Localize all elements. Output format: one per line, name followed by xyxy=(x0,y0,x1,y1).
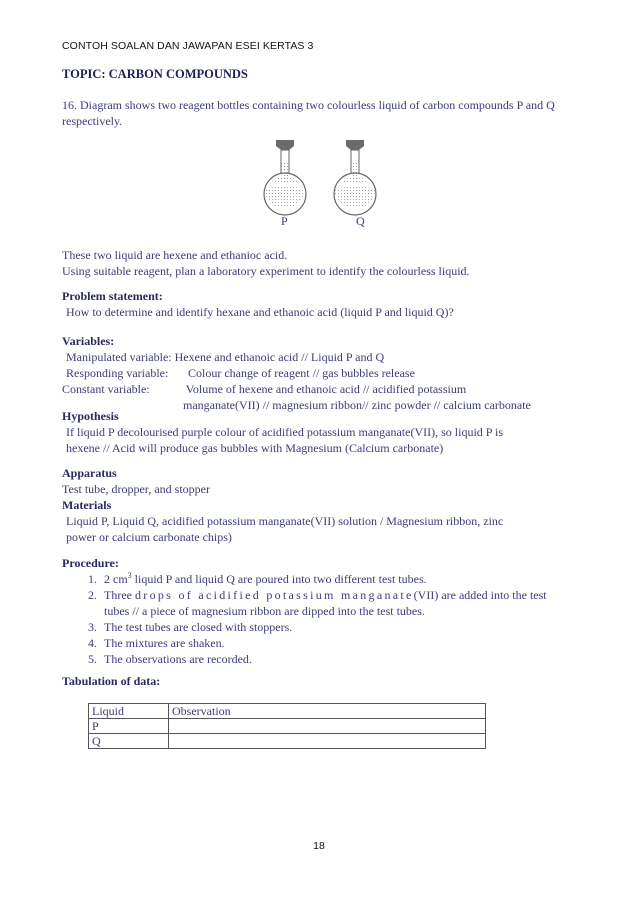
bottle-q-icon xyxy=(334,140,376,215)
constant-label: Constant variable: xyxy=(62,382,150,396)
procedure-section xyxy=(62,555,547,667)
hypothesis-line-2: hexene // Acid will produce gas bubbles with Magnesium (Calcium carbonate) xyxy=(66,441,444,455)
hypothesis-line-1: If liquid P decolourised purple colour of acidified potassium manganate(VII), so liquid P is xyxy=(66,425,504,439)
intro-line-1: These two liquid are hexene and ethanioc acid. xyxy=(62,248,288,262)
row-q-liquid: Q xyxy=(89,734,169,749)
materials-section xyxy=(62,497,503,545)
label-q: Q xyxy=(356,214,365,228)
procedure-step-4 xyxy=(62,635,547,651)
intro-line-2: Using suitable reagent, plan a laboratory experiment to identify the colourless liquid. xyxy=(62,264,470,278)
step-2-text-b: (VII) are added into the test xyxy=(413,588,547,602)
procedure-step-2-continued xyxy=(62,603,547,619)
step-1-text: liquid P and liquid Q are poured into two different test tubes. xyxy=(131,572,427,586)
row-q-observation xyxy=(169,734,486,749)
procedure-list xyxy=(62,571,547,667)
constant-variable xyxy=(62,381,531,397)
bottle-p-icon xyxy=(264,140,306,215)
step-5-text: The observations are recorded. xyxy=(104,652,252,666)
page-number: 18 xyxy=(313,840,325,852)
apparatus-heading: Apparatus xyxy=(62,466,117,480)
header-liquid: Liquid xyxy=(89,704,169,719)
constant-value-2: manganate(VII) // magnesium ribbon// zinc powder // calcium carbonate xyxy=(183,398,531,412)
variables-heading: Variables: xyxy=(62,334,115,348)
row-p-observation xyxy=(169,719,486,734)
header-observation: Observation xyxy=(169,704,486,719)
table-row xyxy=(89,734,486,749)
problem-section xyxy=(62,288,454,320)
step-2-number: 2. xyxy=(88,588,97,602)
table-header-row xyxy=(89,704,486,719)
problem-heading: Problem statement: xyxy=(62,289,163,303)
step-2-spaced-text: drops of acidified potassium manganate xyxy=(134,588,414,602)
apparatus-text: Test tube, dropper, and stopper xyxy=(62,482,210,496)
page-header: CONTOH SOALAN DAN JAWAPAN ESEI KERTAS 3 xyxy=(62,40,314,52)
step-2-text-c: tubes // a piece of magnesium ribbon are dipped into the test tubes. xyxy=(104,604,425,618)
manipulated-value: Hexene and ethanoic acid // Liquid P and Q xyxy=(174,350,385,364)
procedure-step-3 xyxy=(62,619,547,635)
hypothesis-section xyxy=(62,408,503,456)
materials-line-2: power or calcium carbonate chips) xyxy=(66,530,232,544)
step-1-number: 1. xyxy=(88,572,97,586)
responding-label: Responding variable: xyxy=(66,366,169,380)
materials-heading: Materials xyxy=(62,498,112,512)
responding-value: Colour change of reagent // gas bubbles release xyxy=(188,366,415,380)
manipulated-variable xyxy=(62,349,531,365)
step-3-text: The test tubes are closed with stoppers. xyxy=(104,620,293,634)
topic-heading: TOPIC: CARBON COMPOUNDS xyxy=(62,67,248,81)
step-3-number: 3. xyxy=(88,620,97,634)
hypothesis-heading: Hypothesis xyxy=(62,409,119,423)
observation-table xyxy=(88,703,486,749)
problem-text: How to determine and identify hexane and ethanoic acid (liquid P and liquid Q)? xyxy=(66,305,454,319)
procedure-step-1 xyxy=(62,571,547,587)
row-p-liquid: P xyxy=(89,719,169,734)
label-p: P xyxy=(281,214,288,228)
procedure-heading: Procedure: xyxy=(62,556,119,570)
constant-value-1: Volume of hexene and ethanoic acid // acidified potassium xyxy=(185,382,467,396)
intro-section xyxy=(62,247,470,279)
variables-section xyxy=(62,333,531,413)
step-2-text-a: Three xyxy=(104,588,135,602)
step-5-number: 5. xyxy=(88,652,97,666)
procedure-step-2 xyxy=(62,587,547,603)
question-text: 16. Diagram shows two reagent bottles containing two colourless liquid of carbon compounds P and Q respectively. xyxy=(62,98,555,128)
procedure-step-5 xyxy=(62,651,547,667)
step-4-text: The mixtures are shaken. xyxy=(104,636,225,650)
materials-line-1: Liquid P, Liquid Q, acidified potassium manganate(VII) solution / Magnesium ribbon, zinc xyxy=(66,514,504,528)
table-row xyxy=(89,719,486,734)
step-4-number: 4. xyxy=(88,636,97,650)
step-1-superscript: 3 xyxy=(127,571,132,580)
responding-variable xyxy=(62,365,531,381)
step-1-volume: 2 cm xyxy=(104,572,128,586)
tabulation-heading: Tabulation of data: xyxy=(62,674,161,688)
manipulated-label: Manipulated variable: xyxy=(66,350,172,364)
apparatus-section xyxy=(62,465,210,497)
